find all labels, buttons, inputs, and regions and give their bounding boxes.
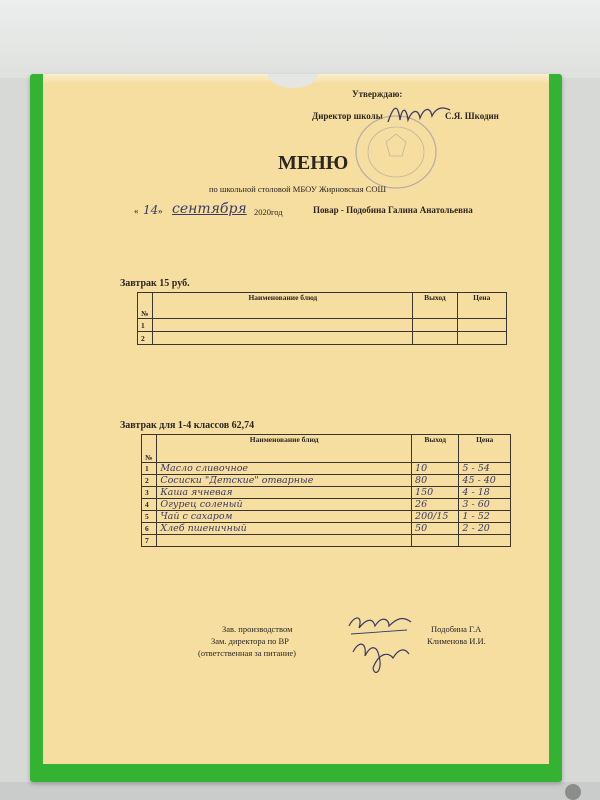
- col-num-header: №: [138, 293, 153, 319]
- door-knob: [565, 784, 581, 800]
- row-out: 26: [412, 499, 459, 511]
- row-num: 4: [142, 499, 157, 511]
- wall-background: [0, 0, 600, 78]
- col-price-header: Цена: [457, 293, 506, 319]
- row-price: [457, 332, 506, 345]
- table-row: [142, 535, 511, 547]
- row-price: 2 - 20: [459, 523, 511, 535]
- row-price: 4 - 18: [459, 487, 511, 499]
- row-num: 6: [142, 523, 157, 535]
- row-name: [157, 535, 412, 547]
- footer-signatures: [345, 612, 417, 682]
- row-num: 2: [138, 332, 153, 345]
- footer-line1: Зав. производством: [222, 624, 293, 634]
- date-year: 2020год: [254, 207, 283, 217]
- row-price: 45 - 40: [459, 475, 511, 487]
- table-row: [142, 463, 511, 475]
- footer-line3: (ответственная за питание): [198, 648, 297, 658]
- table-row: [142, 475, 511, 487]
- date-month: сентября: [172, 201, 247, 217]
- row-out: 200/15: [412, 511, 459, 523]
- row-name: Сосиски "Детские" отварные: [157, 475, 412, 487]
- row-name: Каша ячневая: [157, 487, 412, 499]
- row-num: 3: [142, 487, 157, 499]
- col-num-header: №: [142, 435, 157, 463]
- director-signature: [384, 100, 454, 130]
- section1-title: Завтрак 15 руб.: [120, 278, 190, 289]
- table-row: [142, 523, 511, 535]
- row-price: [457, 319, 506, 332]
- table-row: [142, 487, 511, 499]
- row-out: [413, 319, 457, 332]
- row-price: 5 - 54: [459, 463, 511, 475]
- row-price: 3 - 60: [459, 499, 511, 511]
- director-label: Директор школы: [312, 111, 383, 121]
- row-out: [412, 535, 459, 547]
- footer-name1: Подобина Г.А: [431, 624, 482, 634]
- row-name: Чай с сахаром: [157, 511, 412, 523]
- col-out-header: Выход: [412, 435, 459, 463]
- row-out: 150: [412, 487, 459, 499]
- row-price: [459, 535, 511, 547]
- approve-label: Утверждаю:: [352, 89, 403, 99]
- section1-table: [137, 292, 507, 345]
- date-quote-open: «: [134, 206, 139, 216]
- date-quote-close: »: [158, 206, 163, 216]
- subtitle: по школьной столовой МБОУ Жирновская СОШ: [209, 184, 387, 194]
- row-name: Хлеб пшеничный: [157, 523, 412, 535]
- row-num: 1: [138, 319, 153, 332]
- row-price: 1 - 52: [459, 511, 511, 523]
- col-price-header: Цена: [459, 435, 511, 463]
- col-name-header: Наименование блюд: [157, 435, 412, 463]
- table-row: [138, 319, 507, 332]
- row-name: Огурец соленый: [157, 499, 412, 511]
- row-out: 80: [412, 475, 459, 487]
- footer-line2: Зам. директора по ВР: [211, 636, 289, 646]
- date-day: 14: [143, 203, 159, 217]
- menu-sheet: [43, 74, 549, 764]
- footer-name2: Клименова И.И.: [427, 636, 486, 646]
- table-row: [142, 511, 511, 523]
- table-row: [142, 499, 511, 511]
- section2-title: Завтрак для 1-4 классов 62,74: [120, 420, 255, 431]
- page-title: МЕНЮ: [278, 152, 349, 174]
- row-num: 2: [142, 475, 157, 487]
- row-out: 10: [412, 463, 459, 475]
- wall-base: [0, 782, 600, 800]
- col-name-header: Наименование блюд: [153, 293, 413, 319]
- row-num: 1: [142, 463, 157, 475]
- row-num: 5: [142, 511, 157, 523]
- row-out: [413, 332, 457, 345]
- row-name: Масло сливочное: [157, 463, 412, 475]
- section2-table: [141, 434, 511, 547]
- row-name: [153, 332, 413, 345]
- row-num: 7: [142, 535, 157, 547]
- table-row: [138, 332, 507, 345]
- director-name: С.Я. Шкодин: [445, 111, 499, 121]
- col-out-header: Выход: [413, 293, 457, 319]
- cook-line: Повар - Подобина Галина Анатольевна: [313, 205, 473, 215]
- row-out: 50: [412, 523, 459, 535]
- row-name: [153, 319, 413, 332]
